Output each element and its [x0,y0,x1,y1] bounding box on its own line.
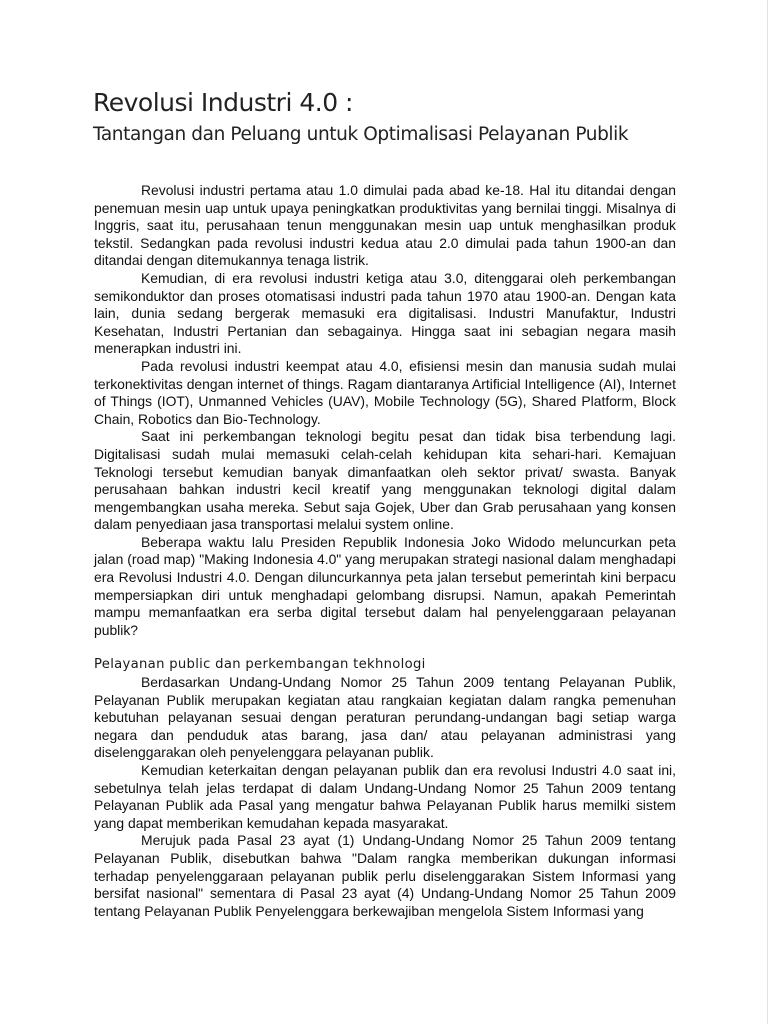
paragraph-making-indonesia: Beberapa waktu lalu Presiden Republik Indonesia Joko Widodo meluncurkan peta jalan (road map) "Making Indonesia 4.0" yang merupakan strategi nasional dalam menghadapi era Revolusi Industri 4.0. Dengan diluncurkannya peta jalan tersebut pemerintah kini berpacu mempersiapkan diri untuk menghadapi gelombang disrupsi. Namun, apakah Pemerintah mampu memanfaatkan era serba digital tersebut dalam hal penyelenggaraan pelayanan publik? [94,533,676,638]
document-body [94,182,676,920]
paragraph-industry-4: Pada revolusi industri keempat atau 4.0, efisiensi mesin dan manusia sudah mulai terkonektivitas dengan internet of things. Ragam diantaranya Artificial Intelligence (AI), Internet of Things (IOT), Unmanned Vehicles (UAV), Mobile Technology (5G), Shared Platform, Block Chain, Robotics dan Bio-Technology. [94,357,676,427]
section-heading: Pelayanan public dan perkembangan tekhnologi [94,657,426,673]
paragraph-technology-growth: Saat ini perkembangan teknologi begitu pesat dan tidak bisa terbendung lagi. Digitalisasi sudah mulai memasuki celah-celah kehidupan kita sehari-hari. Kemajuan Teknologi tersebut kemudian banyak dimanfaatkan oleh sektor privat/ swasta. Banyak perusahaan bahkan industri kecil kreatif yang menggunakan teknologi digital dalam mengembangkan usaha mereka. Sebut saja Gojek, Uber dan Grab perusahaan yang konsen dalam penyediaan jasa transportasi melalui system online. [94,428,676,533]
document-title: Revolusi Industri 4.0 : [93,88,353,117]
paragraph-industry-3: Kemudian, di era revolusi industri ketiga atau 3.0, ditenggarai oleh perkembangan semikonduktor dan proses otomatisasi industri pada tahun 1970 atau 1900-an. Dengan kata lain, dunia sedang bergerak memasuki era digitalisasi. Industri Manufaktur, Industri Kesehatan, Industri Pertanian dan sebagainya. Hingga saat ini sebagian negara masih menerapkan industri ini. [94,269,676,357]
paragraph-industry-1: Revolusi industri pertama atau 1.0 dimulai pada abad ke-18. Hal itu ditandai dengan penemuan mesin uap untuk upaya peningkatkan produktivitas yang bernilai tinggi. Misalnya di Inggris, saat itu, perusahaan tenun menggunakan mesin uap untuk menghasilkan produk tekstil. Sedangkan pada revolusi industri kedua atau 2.0 dimulai pada tahun 1900-an dan ditandai dengan ditemukannya tenaga listrik. [94,182,676,269]
paragraph-public-service-link: Kemudian keterkaitan dengan pelayanan publik dan era revolusi Industri 4.0 saat ini, sebetulnya telah jelas terdapat di dalam Undang-Undang Nomor 25 Tahun 2009 tentang Pelayanan Publik ada Pasal yang mengatur bahwa Pelayanan Publik harus memilki sistem yang dapat memberikan kemudahan kepada masyarakat. [94,762,676,831]
document-subtitle: Tantangan dan Peluang untuk Optimalisasi Pelayanan Publik [93,124,629,145]
paragraph-pasal-23: Merujuk pada Pasal 23 ayat (1) Undang-Undang Nomor 25 Tahun 2009 tentang Pelayanan Publik, disebutkan bahwa "Dalam rangka memberikan dukungan informasi terhadap penyelenggaraan pelayanan publik perlu diselenggarakan Sistem Informasi yang bersifat nasional" sementara di Pasal 23 ayat (4) Undang-Undang Nomor 25 Tahun 2009 tentang Pelayanan Publik Penyelenggara berkewajiban mengelola Sistem Informasi yang [94,832,676,919]
paragraph-public-service-definition: Berdasarkan Undang-Undang Nomor 25 Tahun 2009 tentang Pelayanan Publik, Pelayanan Publik merupakan kegiatan atau rangkaian kegiatan dalam rangka pemenuhan kebutuhan pelayanan sesuai dengan peraturan perundang-undangan bagi setiap warga negara dan penduduk atas barang, jasa dan/ atau pelayanan administrasi yang diselenggarakan oleh penyelenggara pelayanan publik. [94,674,676,761]
